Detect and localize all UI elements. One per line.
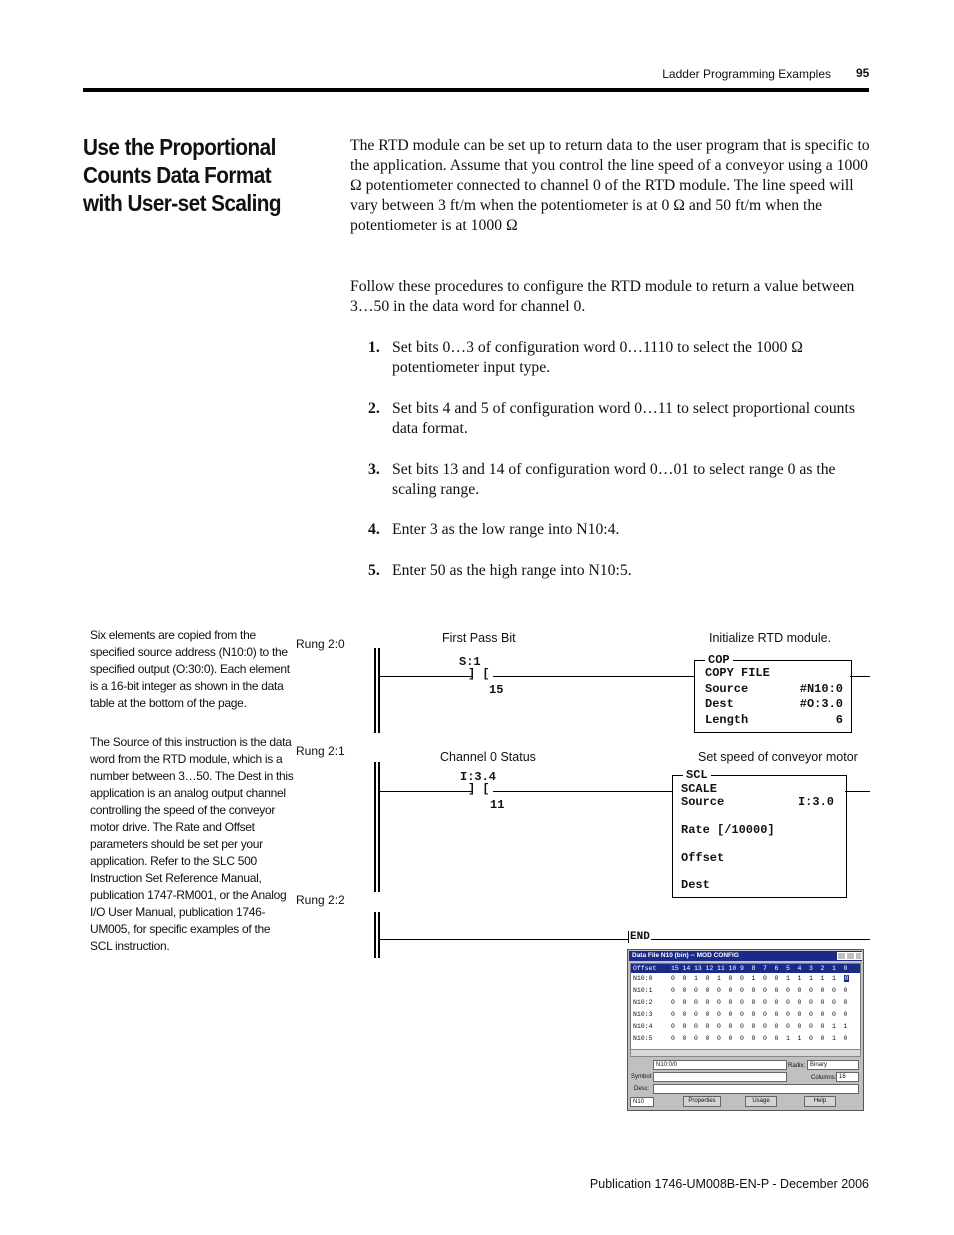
bit-cell[interactable]: 1 (717, 975, 721, 982)
rung-wire (380, 939, 870, 940)
bit-cell[interactable]: 0 (751, 1023, 756, 1030)
instruction-mnemonic: SCL (683, 768, 711, 782)
help-button[interactable]: Help (804, 1096, 836, 1107)
bit-cell[interactable]: 0 (694, 1035, 698, 1042)
instruction-comment: Initialize RTD module. (709, 631, 832, 645)
bit-cell[interactable]: 0 (786, 1011, 790, 1018)
rung-label: Rung 2:0 (296, 637, 345, 651)
file-field[interactable]: N10 (630, 1097, 654, 1107)
bit-cell[interactable]: 0 (832, 1011, 836, 1018)
bit-cell[interactable]: 0 (820, 1035, 825, 1042)
step-item (368, 520, 870, 540)
bit-cell[interactable]: 1 (797, 1035, 802, 1042)
contact-address[interactable]: I:3.4 (460, 770, 497, 784)
bit-cell[interactable]: 0 (774, 1035, 779, 1042)
instruction-name: SCALE (681, 782, 718, 796)
usage-button[interactable]: Usage (745, 1096, 777, 1107)
row-address: N10:1 (633, 987, 653, 994)
column-header-bit: 8 (751, 965, 756, 972)
bit-cell[interactable]: 0 (728, 987, 733, 994)
bit-cell[interactable]: 0 (694, 999, 698, 1006)
param-name: Rate [/10000] (681, 823, 775, 837)
instruction-comment: Set speed of conveyor motor (698, 750, 858, 764)
bit-cell[interactable]: 0 (763, 1011, 767, 1018)
rung-wire (493, 676, 695, 677)
rung-1-note: The Source of this instruction is the data word from the RTD module, which is a number between 3…50. The Dest in this application is an analog output channel controlling the speed of the conveyor motor drive. The Rate and Offset parameters should be set per your application. Refer to the SLC 500 Instruction Set Reference Manual, publication 1747-RM001, or the Analog I/O User Manual, publication 1746-UM005, for specific examples of the SCL instruction. (90, 735, 294, 953)
step-item (368, 561, 870, 581)
data-table-grid[interactable] (630, 963, 861, 1050)
bit-cell[interactable]: 0 (728, 1035, 733, 1042)
row-address: N10:3 (633, 1011, 653, 1018)
bit-cell[interactable]: 0 (774, 975, 779, 982)
column-header-bit: 13 (694, 965, 702, 972)
param-value: #N10:0 (799, 682, 843, 696)
column-header-bit: 15 (671, 965, 679, 972)
maximize-icon[interactable] (846, 952, 855, 960)
symbol-label: Symbol: (631, 1074, 653, 1080)
instruction-name: COPY FILE (705, 666, 770, 680)
bit-cell[interactable]: 0 (740, 1011, 744, 1018)
bit-cell[interactable]: 0 (797, 987, 802, 994)
bit-cell[interactable]: 0 (671, 987, 675, 994)
contact-address[interactable]: S:1 (459, 655, 481, 669)
instruction-mnemonic: COP (705, 653, 733, 667)
bit-cell[interactable]: 0 (682, 1035, 687, 1042)
column-header-bit: 1 (832, 965, 836, 972)
bit-cell[interactable]: 0 (728, 1011, 733, 1018)
column-header-bit: 7 (763, 965, 767, 972)
radix-select[interactable]: Binary (807, 1060, 859, 1070)
bit-cell[interactable]: 0 (820, 999, 825, 1006)
bit-cell[interactable]: 0 (671, 999, 675, 1006)
left-power-rail (378, 648, 380, 733)
bit-cell[interactable]: 0 (786, 999, 790, 1006)
bit-cell[interactable]: 0 (843, 999, 848, 1006)
param-name: Source (705, 682, 749, 696)
bit-cell[interactable]: 0 (832, 999, 836, 1006)
bit-cell[interactable]: 0 (843, 1035, 848, 1042)
step-item (368, 460, 870, 500)
step-text: Enter 50 as the high range into N10:5. (392, 562, 632, 579)
data-file-window (627, 949, 864, 1111)
bit-cell[interactable]: 0 (717, 999, 721, 1006)
param-name: Length (705, 713, 749, 727)
param-value: I:3.0 (797, 795, 834, 809)
bit-cell[interactable]: 0 (751, 987, 756, 994)
contact-bit: 15 (489, 683, 504, 697)
bit-cell[interactable]: 0 (705, 1035, 710, 1042)
bit-cell[interactable]: 0 (809, 987, 813, 994)
radix-label: Radix: (788, 1063, 806, 1069)
step-number: 3. (368, 461, 380, 478)
step-text: Set bits 4 and 5 of configuration word 0…11 to select proportional counts data format. (392, 400, 855, 437)
bit-cell[interactable]: 0 (820, 1011, 825, 1018)
param-name: Dest (681, 878, 710, 892)
bit-cell[interactable]: 1 (820, 975, 825, 982)
bit-cell[interactable]: 0 (694, 987, 698, 994)
rung-wire (850, 676, 870, 677)
publication-footer: Publication 1746-UM008B-EN-P - December 2006 (589, 1177, 869, 1191)
bit-cell[interactable]: 0 (705, 999, 710, 1006)
bit-cell[interactable]: 0 (728, 975, 733, 982)
bit-cell[interactable]: 1 (832, 1035, 836, 1042)
column-header-bit: 10 (728, 965, 737, 972)
bit-cell[interactable]: 0 (820, 987, 825, 994)
bit-cell[interactable]: 0 (843, 987, 848, 994)
bit-cell[interactable]: 0 (751, 999, 756, 1006)
bit-cell[interactable]: 0 (809, 1035, 813, 1042)
rung-label: Rung 2:1 (296, 744, 345, 758)
bit-cell[interactable]: 0 (671, 1023, 675, 1030)
horizontal-scrollbar[interactable] (630, 1049, 861, 1057)
column-header-bit: 5 (786, 965, 790, 972)
left-power-rail (374, 762, 376, 892)
bit-cell[interactable]: 1 (843, 1023, 848, 1030)
bit-cell[interactable]: 1 (786, 1035, 790, 1042)
bit-cell[interactable]: 0 (797, 1023, 802, 1030)
bit-cell[interactable]: 0 (705, 1023, 710, 1030)
step-text: Set bits 13 and 14 of configuration word 0…01 to select range 0 as the scaling range. (392, 461, 836, 498)
running-header-title: Ladder Programming Examples (662, 67, 831, 81)
rung-wire (380, 676, 472, 677)
step-number: 4. (368, 521, 380, 538)
bit-cell[interactable]: 0 (763, 999, 767, 1006)
rung-wire (845, 791, 870, 792)
bit-cell[interactable]: 0 (717, 1023, 721, 1030)
columns-select[interactable]: 16 (836, 1072, 859, 1082)
left-power-rail (374, 912, 376, 958)
bit-cell[interactable]: 0 (717, 1035, 721, 1042)
bit-cell[interactable]: 1 (797, 975, 802, 982)
bit-cell[interactable]: 0 (774, 999, 779, 1006)
bit-cell[interactable]: 0 (797, 999, 802, 1006)
param-name: Offset (681, 851, 725, 865)
bit-cell[interactable]: 0 (740, 975, 744, 982)
column-header-bit: 14 (682, 965, 691, 972)
bit-cell[interactable]: 0 (774, 1011, 779, 1018)
param-name: Dest (705, 697, 734, 711)
row-address: N10:4 (633, 1023, 653, 1030)
column-header-bit: 11 (717, 965, 725, 972)
step-number: 5. (368, 562, 380, 579)
row-address: N10:2 (633, 999, 653, 1006)
rung-0-note: Six elements are copied from the specified source address (N10:0) to the specified output (O:30:0). Each element is a 16-bit integer as shown in the data table at the bottom of the page. (90, 628, 290, 710)
bit-cell[interactable]: 0 (774, 1023, 779, 1030)
step-text: Enter 3 as the low range into N10:4. (392, 521, 620, 538)
step-text: Set bits 0…3 of configuration word 0…1110 to select the 1000 Ω potentiometer input type. (392, 339, 803, 376)
bit-cell[interactable]: 0 (763, 975, 767, 982)
procedure-paragraph: Follow these procedures to configure the RTD module to return a value between 3…50 in the data word for channel 0. (350, 278, 855, 315)
bit-cell[interactable]: 0 (671, 1011, 675, 1018)
bit-cell[interactable]: 0 (705, 1011, 710, 1018)
bit-cell[interactable]: 0 (786, 1023, 790, 1030)
bit-cell[interactable]: 1 (786, 975, 790, 982)
column-header-bit: 9 (740, 965, 744, 972)
bit-cell[interactable]: 0 (820, 1023, 825, 1030)
bit-cell[interactable]: 0 (717, 1011, 721, 1018)
column-header-bit: 2 (820, 965, 825, 972)
bit-cell[interactable]: 0 (705, 975, 710, 982)
step-number: 1. (368, 339, 380, 356)
bit-cell[interactable]: 0 (694, 1023, 698, 1030)
bit-cell[interactable]: 0 (740, 1023, 744, 1030)
column-header-bit: 3 (809, 965, 813, 972)
rung-wire (493, 791, 673, 792)
bit-cell[interactable]: 0 (705, 987, 710, 994)
bit-cell[interactable]: 1 (832, 975, 836, 982)
bit-cell[interactable]: 0 (809, 999, 813, 1006)
step-number: 2. (368, 400, 380, 417)
bit-cell[interactable]: 0 (682, 987, 687, 994)
bit-cell[interactable]: 0 (740, 987, 744, 994)
column-header-bit: 12 (705, 965, 714, 972)
bit-cell[interactable]: 1 (832, 1023, 836, 1030)
bit-cell[interactable]: 0 (751, 1011, 756, 1018)
column-header-offset: Offset (633, 965, 657, 972)
row-address: N10:0 (633, 975, 653, 982)
left-power-rail (374, 648, 376, 733)
bit-cell[interactable]: 1 (694, 975, 698, 982)
end-instruction[interactable]: END (630, 931, 650, 943)
bit-cell[interactable]: 0 (763, 987, 767, 994)
column-header-bit: 6 (774, 965, 779, 972)
xic-contact-icon[interactable]: ] [ (468, 782, 490, 796)
contact-bit: 11 (490, 798, 505, 812)
bit-cell[interactable]: 1 (809, 975, 813, 982)
row-address: N10:5 (633, 1035, 653, 1042)
bit-cell[interactable]: 0 (809, 1023, 813, 1030)
left-power-rail (378, 912, 380, 958)
bit-cell[interactable]: 0 (694, 1011, 698, 1018)
bit-cell[interactable]: 0 (843, 1011, 848, 1018)
xic-contact-icon[interactable]: ] [ (468, 667, 490, 681)
minimize-icon[interactable] (837, 952, 846, 960)
column-header-bit: 4 (797, 965, 802, 972)
desc-field[interactable] (653, 1084, 859, 1094)
address-field[interactable]: N10:0/0 (653, 1060, 787, 1070)
columns-label: Columns: (811, 1075, 837, 1081)
bit-cell[interactable]: 0 (682, 1011, 687, 1018)
bit-cell[interactable]: 0 (740, 999, 744, 1006)
bit-cell[interactable]: 0 (682, 1023, 687, 1030)
left-power-rail (378, 762, 380, 892)
bit-cell[interactable]: 0 (717, 987, 721, 994)
bit-cell[interactable]: 0 (832, 987, 836, 994)
bit-cell[interactable]: 0 (682, 999, 687, 1006)
rung-label: Rung 2:2 (296, 893, 345, 907)
step-item (368, 399, 870, 439)
column-header-bit: 0 (843, 965, 848, 972)
contact-comment: First Pass Bit (442, 631, 516, 645)
bit-cell[interactable]: 0 (774, 987, 779, 994)
bit-cell[interactable]: 0 (671, 1035, 675, 1042)
symbol-field[interactable] (653, 1072, 787, 1082)
bit-cell[interactable]: 0 (728, 1023, 733, 1030)
section-title: Use the Proportional Counts Data Format with User-set Scaling (83, 134, 282, 216)
bit-cell[interactable]: 0 (844, 975, 849, 982)
header-rule (83, 88, 869, 92)
close-icon[interactable] (855, 952, 862, 960)
bit-cell[interactable]: 1 (751, 975, 756, 982)
bit-cell[interactable]: 0 (786, 987, 790, 994)
contact-comment: Channel 0 Status (440, 750, 536, 764)
bit-cell[interactable]: 0 (682, 975, 687, 982)
scl-instruction-block[interactable] (672, 768, 847, 898)
bit-cell[interactable]: 0 (728, 999, 733, 1006)
step-item (368, 338, 870, 378)
rung-wire (380, 791, 472, 792)
bit-cell[interactable]: 0 (797, 1011, 802, 1018)
bit-cell[interactable]: 0 (809, 1011, 813, 1018)
bit-cell[interactable]: 0 (751, 1035, 756, 1042)
cop-instruction-block[interactable] (694, 653, 852, 733)
intro-paragraph: The RTD module can be set up to return data to the user program that is specific to the application. Assume that you control the line speed of a conveyor using a 1000 Ω potentiometer connected to channel 0 of the RTD module. The line speed will vary between 3 ft/m when the potentiometer is at 0 Ω and 50 ft/m when the potentiometer is at 1000 Ω (350, 137, 870, 234)
param-value: 6 (835, 713, 843, 727)
param-value: #O:3.0 (799, 697, 843, 711)
bit-cell[interactable]: 0 (763, 1035, 767, 1042)
bit-cell[interactable]: 0 (740, 1035, 744, 1042)
properties-button[interactable]: Properties (683, 1096, 721, 1107)
data-table-header (631, 964, 860, 973)
bit-cell[interactable]: 0 (763, 1023, 767, 1030)
param-name: Source (681, 795, 725, 809)
page-number: 95 (856, 66, 870, 80)
bit-cell[interactable]: 0 (671, 975, 675, 982)
desc-label: Desc: (634, 1086, 650, 1092)
window-title: Data File N10 (bin) -- MOD CONFIG (629, 951, 862, 961)
